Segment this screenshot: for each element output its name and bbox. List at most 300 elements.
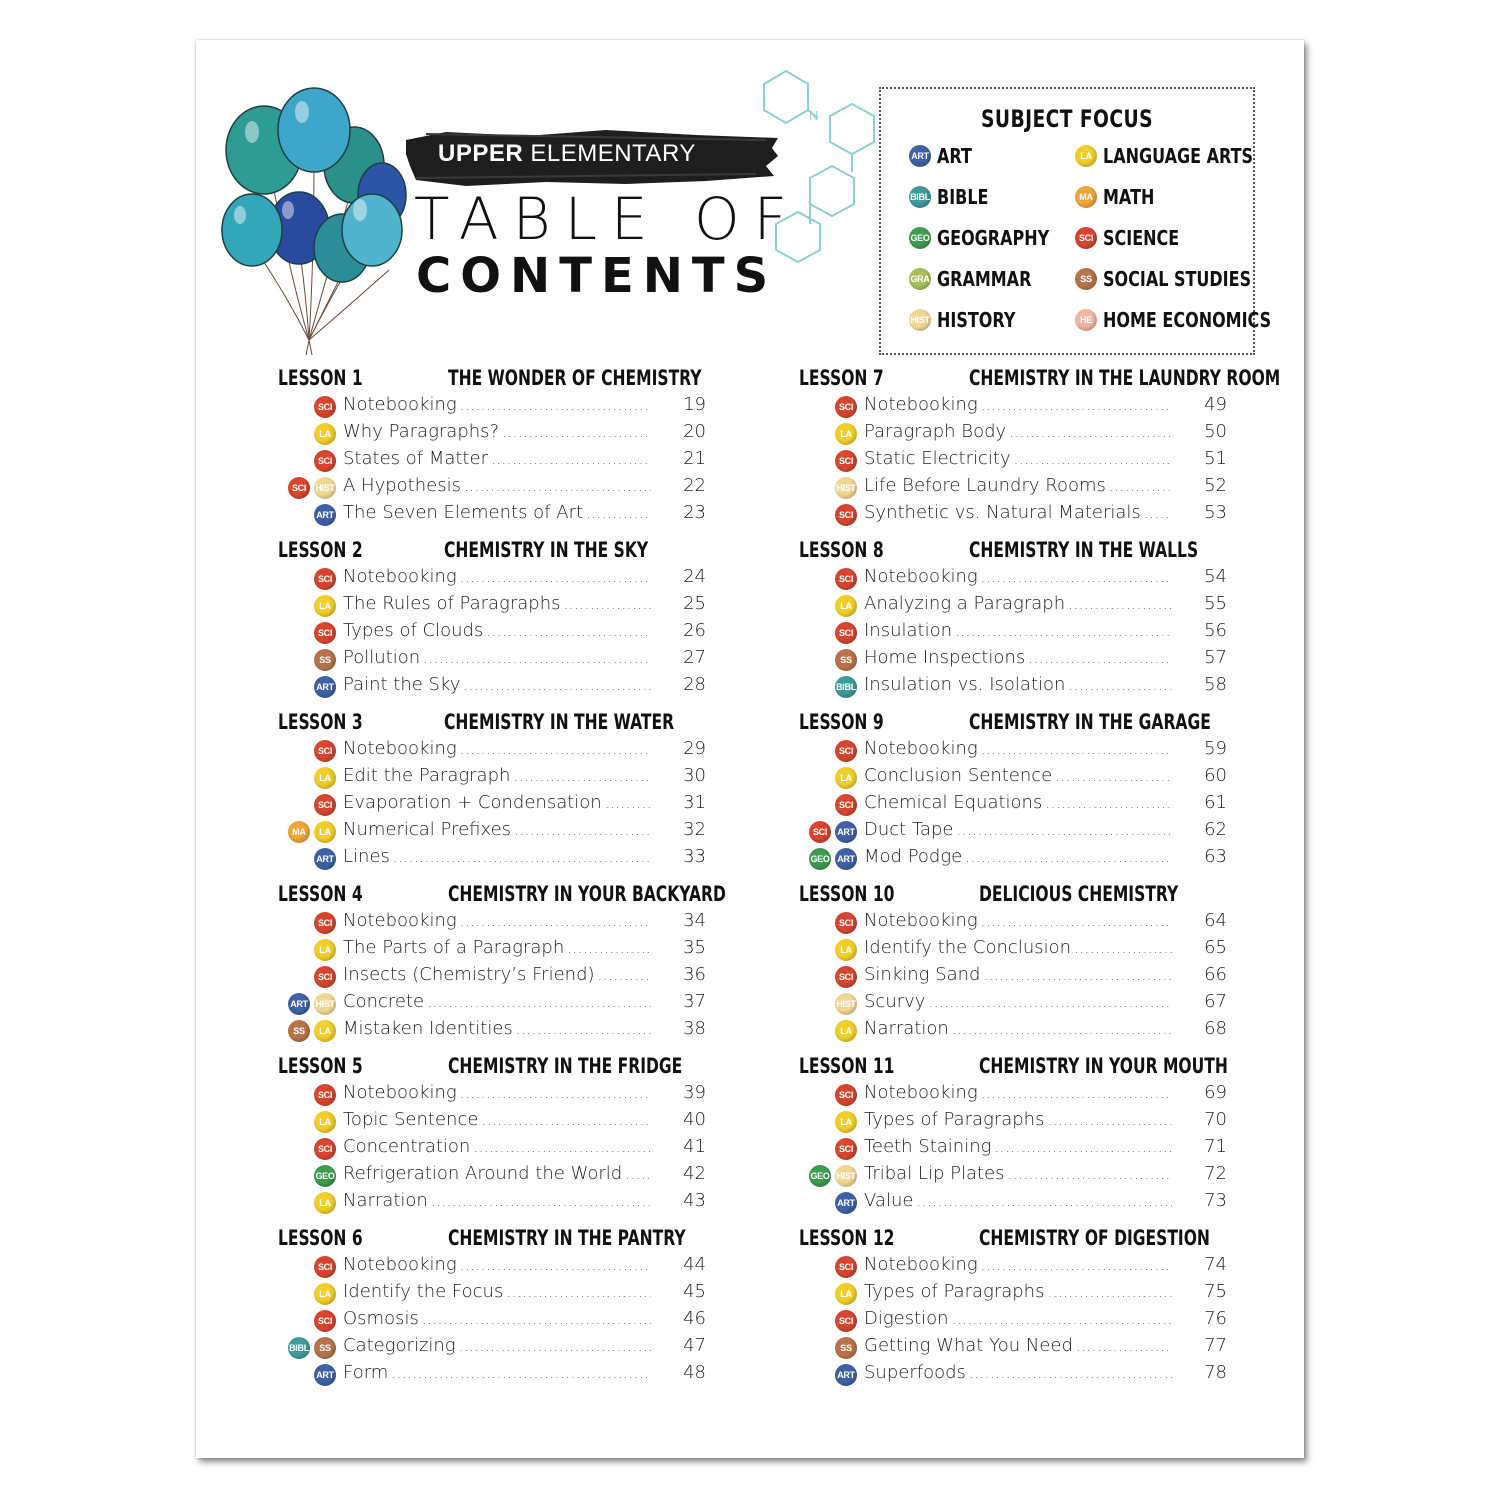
page-number: 19 <box>683 394 706 415</box>
toc-entry[interactable] <box>278 593 708 619</box>
bibl-subject-icon: BIBL <box>835 676 857 698</box>
ma-subject-icon: MA <box>288 821 310 843</box>
subject-badges <box>835 568 857 590</box>
subject-badges <box>835 1020 857 1042</box>
sci-subject-icon: SCI <box>835 396 857 418</box>
lesson-heading <box>278 710 675 736</box>
page-number: 66 <box>1204 964 1227 985</box>
la-subject-icon: LA <box>314 939 336 961</box>
sci-subject-icon: SCI <box>835 450 857 472</box>
lesson-number: LESSON 11 <box>799 1054 895 1078</box>
page-number: 67 <box>1204 991 1227 1012</box>
la-subject-icon: LA <box>314 1283 336 1305</box>
ss-subject-icon: SS <box>1075 268 1097 290</box>
legend-item-ss <box>1075 266 1288 292</box>
page-number: 33 <box>683 846 706 867</box>
page-number: 26 <box>683 620 706 641</box>
entry-title: Osmosis ..... <box>343 1308 651 1334</box>
toc-entry[interactable] <box>278 991 708 1017</box>
legend-item-gra <box>909 266 1055 292</box>
hist-subject-icon: HIST <box>314 477 336 499</box>
entry-title: Paint the Sky ..... <box>343 674 651 700</box>
sci-subject-icon: SCI <box>314 450 336 472</box>
legend-label: SOCIAL STUDIES <box>1103 267 1252 291</box>
toc-entry[interactable] <box>799 475 1229 501</box>
lesson-number: LESSON 7 <box>799 366 884 390</box>
hist-subject-icon: HIST <box>835 477 857 499</box>
legend-label: GEOGRAPHY <box>937 226 1050 250</box>
toc-entry[interactable] <box>799 738 1229 764</box>
toc-entry[interactable] <box>278 1082 708 1108</box>
subject-badges <box>835 740 857 762</box>
toc-entry[interactable] <box>278 1335 708 1361</box>
toc-entry[interactable] <box>799 1335 1229 1361</box>
toc-entry[interactable] <box>278 846 708 872</box>
subject-badges <box>288 1337 336 1359</box>
sci-subject-icon: SCI <box>314 1310 336 1332</box>
entry-title: Static Electricity ..... <box>864 448 1172 474</box>
sci-subject-icon: SCI <box>314 794 336 816</box>
legend-label: MATH <box>1103 185 1155 209</box>
toc-entry[interactable] <box>278 1109 708 1135</box>
toc-entry[interactable] <box>799 674 1229 700</box>
toc-entry[interactable] <box>278 1018 708 1044</box>
toc-entry[interactable] <box>799 937 1229 963</box>
he-subject-icon: HE <box>1075 309 1097 331</box>
subject-badges <box>835 966 857 988</box>
entry-title: Notebooking ..... <box>343 566 651 592</box>
subject-badges <box>314 939 336 961</box>
legend-title: SUBJECT FOCUS <box>981 105 1153 133</box>
toc-entry[interactable] <box>799 964 1229 990</box>
sci-subject-icon: SCI <box>314 1138 336 1160</box>
bibl-subject-icon: BIBL <box>288 1337 310 1359</box>
lesson-heading <box>278 882 726 908</box>
toc-entry[interactable] <box>278 448 708 474</box>
toc-entry[interactable] <box>799 1281 1229 1307</box>
entry-title: Life Before Laundry Rooms ..... <box>864 475 1172 501</box>
la-subject-icon: LA <box>835 595 857 617</box>
entry-title: Notebooking ..... <box>343 1082 651 1108</box>
entry-title: Concrete ..... <box>343 991 651 1017</box>
toc-entry[interactable] <box>278 1362 708 1388</box>
entry-title: Mistaken Identities ..... <box>343 1018 651 1044</box>
toc-entry[interactable] <box>278 1308 708 1334</box>
entry-title: Evaporation + Condensation ..... <box>343 792 651 818</box>
page-number: 46 <box>683 1308 706 1329</box>
legend-item-geo <box>909 225 1077 251</box>
page-number: 70 <box>1204 1109 1227 1130</box>
page-number: 42 <box>683 1163 706 1184</box>
toc-entry[interactable] <box>799 1308 1229 1334</box>
subject-badges <box>314 740 336 762</box>
toc-entry[interactable] <box>278 937 708 963</box>
subject-badges <box>288 993 336 1015</box>
subject-badges <box>314 912 336 934</box>
entry-title: Notebooking ..... <box>864 394 1172 420</box>
lesson-title: CHEMISTRY IN THE PANTRY <box>447 1226 686 1250</box>
toc-entry[interactable] <box>278 765 708 791</box>
entry-title: Form ..... <box>343 1362 651 1388</box>
toc-entry[interactable] <box>799 1109 1229 1135</box>
subject-badges <box>835 794 857 816</box>
ss-subject-icon: SS <box>835 649 857 671</box>
page-number: 45 <box>683 1281 706 1302</box>
sci-subject-icon: SCI <box>835 1310 857 1332</box>
la-subject-icon: LA <box>835 939 857 961</box>
entry-title: Tribal Lip Plates ..... <box>864 1163 1172 1189</box>
subject-badges <box>835 939 857 961</box>
toc-entry[interactable] <box>799 502 1229 528</box>
subject-badges <box>288 477 336 499</box>
lesson-title: CHEMISTRY OF DIGESTION <box>978 1226 1210 1250</box>
subject-badges <box>314 1310 336 1332</box>
toc-entry[interactable] <box>278 620 708 646</box>
subject-badges <box>835 1256 857 1278</box>
entry-title: Types of Paragraphs ..... <box>864 1281 1172 1307</box>
entry-title: Topic Sentence ..... <box>343 1109 651 1135</box>
entry-title: Narration ..... <box>864 1018 1172 1044</box>
page-number: 74 <box>1204 1254 1227 1275</box>
entry-title: Lines ..... <box>343 846 651 872</box>
toc-entry[interactable] <box>799 1190 1229 1216</box>
page-number: 64 <box>1204 910 1227 931</box>
geo-subject-icon: GEO <box>909 227 931 249</box>
page-number: 52 <box>1204 475 1227 496</box>
page-number: 55 <box>1204 593 1227 614</box>
ss-subject-icon: SS <box>314 649 336 671</box>
subject-badges <box>314 767 336 789</box>
subject-badges <box>314 794 336 816</box>
legend-label: HOME ECONOMICS <box>1103 308 1272 332</box>
page-number: 54 <box>1204 566 1227 587</box>
subject-badges <box>314 396 336 418</box>
entry-title: Mod Podge ..... <box>864 846 1172 872</box>
page-number: 48 <box>683 1362 706 1383</box>
page-number: 25 <box>683 593 706 614</box>
entry-title: Insulation vs. Isolation ..... <box>864 674 1172 700</box>
toc-entry[interactable] <box>278 674 708 700</box>
page-number: 38 <box>683 1018 706 1039</box>
entry-title: Superfoods ..... <box>864 1362 1172 1388</box>
legend-item-sci <box>1075 225 1198 251</box>
page-number: 72 <box>1204 1163 1227 1184</box>
hist-subject-icon: HIST <box>314 993 336 1015</box>
toc-entry[interactable] <box>278 394 708 420</box>
la-subject-icon: LA <box>835 1283 857 1305</box>
toc-entry[interactable] <box>799 910 1229 936</box>
legend-item-la <box>1075 143 1291 169</box>
hist-subject-icon: HIST <box>835 1165 857 1187</box>
page-number: 61 <box>1204 792 1227 813</box>
toc-entry[interactable] <box>799 421 1229 447</box>
page-number: 31 <box>683 792 706 813</box>
subject-badges <box>835 450 857 472</box>
entry-title: Teeth Staining ..... <box>864 1136 1172 1162</box>
toc-entry[interactable] <box>278 792 708 818</box>
page-number: 27 <box>683 647 706 668</box>
sci-subject-icon: SCI <box>835 1138 857 1160</box>
lesson-title: CHEMISTRY IN THE SKY <box>443 538 649 562</box>
toc-entry[interactable] <box>799 620 1229 646</box>
entry-title: Notebooking ..... <box>864 566 1172 592</box>
la-subject-icon: LA <box>314 423 336 445</box>
page-number: 29 <box>683 738 706 759</box>
toc-entry[interactable] <box>278 910 708 936</box>
entry-title: Concentration ..... <box>343 1136 651 1162</box>
page-number: 53 <box>1204 502 1227 523</box>
sci-subject-icon: SCI <box>314 740 336 762</box>
page-title-line-1: TABLE OF <box>414 185 801 253</box>
page-number: 37 <box>683 991 706 1012</box>
lesson-title: CHEMISTRY IN THE WALLS <box>968 538 1199 562</box>
toc-entry[interactable] <box>799 1163 1229 1189</box>
toc-entry[interactable] <box>278 1190 708 1216</box>
subject-badges <box>314 848 336 870</box>
lesson-heading <box>278 1226 686 1252</box>
gra-subject-icon: GRA <box>909 268 931 290</box>
lesson-title: CHEMISTRY IN YOUR BACKYARD <box>447 882 726 906</box>
lesson-title: CHEMISTRY IN THE LAUNDRY ROOM <box>968 366 1281 390</box>
subject-badges <box>314 595 336 617</box>
page-number: 77 <box>1204 1335 1227 1356</box>
toc-entry[interactable] <box>799 819 1229 845</box>
hist-subject-icon: HIST <box>835 993 857 1015</box>
sci-subject-icon: SCI <box>835 912 857 934</box>
subject-badges <box>314 676 336 698</box>
ss-subject-icon: SS <box>288 1020 310 1042</box>
entry-title: The Parts of a Paragraph ..... <box>343 937 651 963</box>
page-number: 28 <box>683 674 706 695</box>
entry-title: Notebooking ..... <box>864 1254 1172 1280</box>
entry-title: Sinking Sand ..... <box>864 964 1172 990</box>
entry-title: Identify the Focus ..... <box>343 1281 651 1307</box>
sci-subject-icon: SCI <box>314 568 336 590</box>
subject-badges <box>835 396 857 418</box>
subject-badges <box>835 622 857 644</box>
toc-entry[interactable] <box>799 991 1229 1017</box>
lesson-number: LESSON 9 <box>799 710 884 734</box>
toc-entry[interactable] <box>799 394 1229 420</box>
la-subject-icon: LA <box>835 1020 857 1042</box>
entry-title: Chemical Equations ..... <box>864 792 1172 818</box>
subject-badges <box>314 1111 336 1133</box>
la-subject-icon: LA <box>835 1111 857 1133</box>
page-number: 63 <box>1204 846 1227 867</box>
subject-badges <box>314 504 336 526</box>
toc-entry[interactable] <box>278 1281 708 1307</box>
entry-title: Notebooking ..... <box>343 738 651 764</box>
toc-entry[interactable] <box>799 1018 1229 1044</box>
page-number: 76 <box>1204 1308 1227 1329</box>
page-number: 69 <box>1204 1082 1227 1103</box>
legend-label: LANGUAGE ARTS <box>1103 144 1254 168</box>
sci-subject-icon: SCI <box>835 504 857 526</box>
toc-entry[interactable] <box>799 792 1229 818</box>
subject-badges <box>835 767 857 789</box>
sci-subject-icon: SCI <box>835 966 857 988</box>
entry-title: Notebooking ..... <box>864 738 1172 764</box>
sci-subject-icon: SCI <box>835 794 857 816</box>
art-subject-icon: ART <box>835 821 857 843</box>
page-number: 41 <box>683 1136 706 1157</box>
sci-subject-icon: SCI <box>835 622 857 644</box>
page-number: 65 <box>1204 937 1227 958</box>
document-page <box>196 40 1304 1458</box>
toc-entry[interactable] <box>278 1136 708 1162</box>
ss-subject-icon: SS <box>835 1337 857 1359</box>
toc-entry[interactable] <box>278 738 708 764</box>
art-subject-icon: ART <box>288 993 310 1015</box>
toc-entry[interactable] <box>278 1163 708 1189</box>
toc-entry[interactable] <box>278 647 708 673</box>
legend-label: HISTORY <box>937 308 1016 332</box>
subject-badges <box>314 966 336 988</box>
geo-subject-icon: GEO <box>809 848 831 870</box>
entry-title: Identify the Conclusion ..... <box>864 937 1172 963</box>
toc-entry[interactable] <box>799 566 1229 592</box>
subject-badges <box>835 1283 857 1305</box>
toc-entry[interactable] <box>799 1362 1229 1388</box>
toc-entry[interactable] <box>278 475 708 501</box>
toc-entry[interactable] <box>799 1136 1229 1162</box>
subject-badges <box>835 1310 857 1332</box>
page-number: 20 <box>683 421 706 442</box>
subject-badges <box>809 848 857 870</box>
sci-subject-icon: SCI <box>314 622 336 644</box>
legend-item-ma <box>1075 184 1167 210</box>
lesson-heading <box>799 538 1199 564</box>
sci-subject-icon: SCI <box>1075 227 1097 249</box>
subject-badges <box>835 1138 857 1160</box>
lesson-number: LESSON 8 <box>799 538 884 562</box>
entry-title: Duct Tape ..... <box>864 819 1172 845</box>
entry-title: Analyzing a Paragraph ..... <box>864 593 1172 619</box>
page-number: 58 <box>1204 674 1227 695</box>
subject-badges <box>314 1138 336 1160</box>
entry-title: Scurvy ..... <box>864 991 1172 1017</box>
geo-subject-icon: GEO <box>314 1165 336 1187</box>
entry-title: Numerical Prefixes ..... <box>343 819 651 845</box>
entry-title: Digestion ..... <box>864 1308 1172 1334</box>
entry-title: Notebooking ..... <box>864 910 1172 936</box>
lesson-heading <box>799 366 1281 392</box>
art-subject-icon: ART <box>314 1364 336 1386</box>
page-number: 49 <box>1204 394 1227 415</box>
sci-subject-icon: SCI <box>314 396 336 418</box>
subject-badges <box>835 649 857 671</box>
page-number: 23 <box>683 502 706 523</box>
subject-badges <box>835 1111 857 1133</box>
grade-level-subtitle: UPPER ELEMENTARY <box>438 140 696 167</box>
lesson-title: CHEMISTRY IN THE GARAGE <box>968 710 1211 734</box>
toc-entry[interactable] <box>278 502 708 528</box>
page-number: 34 <box>683 910 706 931</box>
subject-badges <box>835 912 857 934</box>
toc-entry[interactable] <box>799 647 1229 673</box>
toc-entry[interactable] <box>278 1254 708 1280</box>
art-subject-icon: ART <box>835 1192 857 1214</box>
toc-entry[interactable] <box>799 846 1229 872</box>
page-number: 24 <box>683 566 706 587</box>
page-number: 40 <box>683 1109 706 1130</box>
entry-title: A Hypothesis ..... <box>343 475 651 501</box>
subject-focus-legend <box>879 87 1272 355</box>
lesson-number: LESSON 12 <box>799 1226 895 1250</box>
geo-subject-icon: GEO <box>809 1165 831 1187</box>
entry-title: The Rules of Paragraphs ..... <box>343 593 651 619</box>
subject-badges <box>835 1192 857 1214</box>
toc-entry[interactable] <box>799 1254 1229 1280</box>
entry-title: Notebooking ..... <box>343 1254 651 1280</box>
toc-entry[interactable] <box>799 593 1229 619</box>
entry-title: Types of Paragraphs ..... <box>864 1109 1172 1135</box>
la-subject-icon: LA <box>314 1192 336 1214</box>
entry-title: Paragraph Body ..... <box>864 421 1172 447</box>
page-number: 57 <box>1204 647 1227 668</box>
toc-entry[interactable] <box>278 421 708 447</box>
subject-badges <box>314 649 336 671</box>
page-number: 51 <box>1204 448 1227 469</box>
page-number: 39 <box>683 1082 706 1103</box>
lesson-heading <box>278 538 649 564</box>
toc-entry[interactable] <box>278 566 708 592</box>
art-subject-icon: ART <box>835 848 857 870</box>
entry-title: Value ..... <box>864 1190 1172 1216</box>
hist-subject-icon: HIST <box>909 309 931 331</box>
page-number: 30 <box>683 765 706 786</box>
art-subject-icon: ART <box>909 145 931 167</box>
toc-entry[interactable] <box>278 964 708 990</box>
toc-entry[interactable] <box>799 1082 1229 1108</box>
la-subject-icon: LA <box>314 821 336 843</box>
page-number: 35 <box>683 937 706 958</box>
subject-badges <box>314 1364 336 1386</box>
subject-badges <box>314 1283 336 1305</box>
toc-entry[interactable] <box>799 448 1229 474</box>
page-number: 60 <box>1204 765 1227 786</box>
ss-subject-icon: SS <box>314 1337 336 1359</box>
page-number: 32 <box>683 819 706 840</box>
lesson-heading <box>799 710 1211 736</box>
sci-subject-icon: SCI <box>314 1084 336 1106</box>
lesson-number: LESSON 10 <box>799 882 895 906</box>
lesson-number: LESSON 3 <box>278 710 363 734</box>
entry-title: Notebooking ..... <box>343 394 651 420</box>
entry-title: States of Matter ..... <box>343 448 651 474</box>
lesson-number: LESSON 2 <box>278 538 363 562</box>
entry-title: Synthetic vs. Natural Materials ..... <box>864 502 1172 528</box>
lesson-heading <box>278 366 702 392</box>
entry-title: Insects (Chemistry’s Friend) ..... <box>343 964 651 990</box>
art-subject-icon: ART <box>314 504 336 526</box>
art-subject-icon: ART <box>314 848 336 870</box>
legend-item-he <box>1075 307 1313 333</box>
sci-subject-icon: SCI <box>314 966 336 988</box>
subject-badges <box>314 568 336 590</box>
toc-entry[interactable] <box>278 819 708 845</box>
la-subject-icon: LA <box>314 767 336 789</box>
entry-title: Pollution ..... <box>343 647 651 673</box>
sci-subject-icon: SCI <box>835 1256 857 1278</box>
sci-subject-icon: SCI <box>314 1256 336 1278</box>
toc-entry[interactable] <box>799 765 1229 791</box>
legend-label: SCIENCE <box>1103 226 1180 250</box>
subject-badges <box>314 1192 336 1214</box>
entry-title: Narration ..... <box>343 1190 651 1216</box>
subject-badges <box>314 423 336 445</box>
page-title-line-2: CONTENTS <box>416 248 778 304</box>
